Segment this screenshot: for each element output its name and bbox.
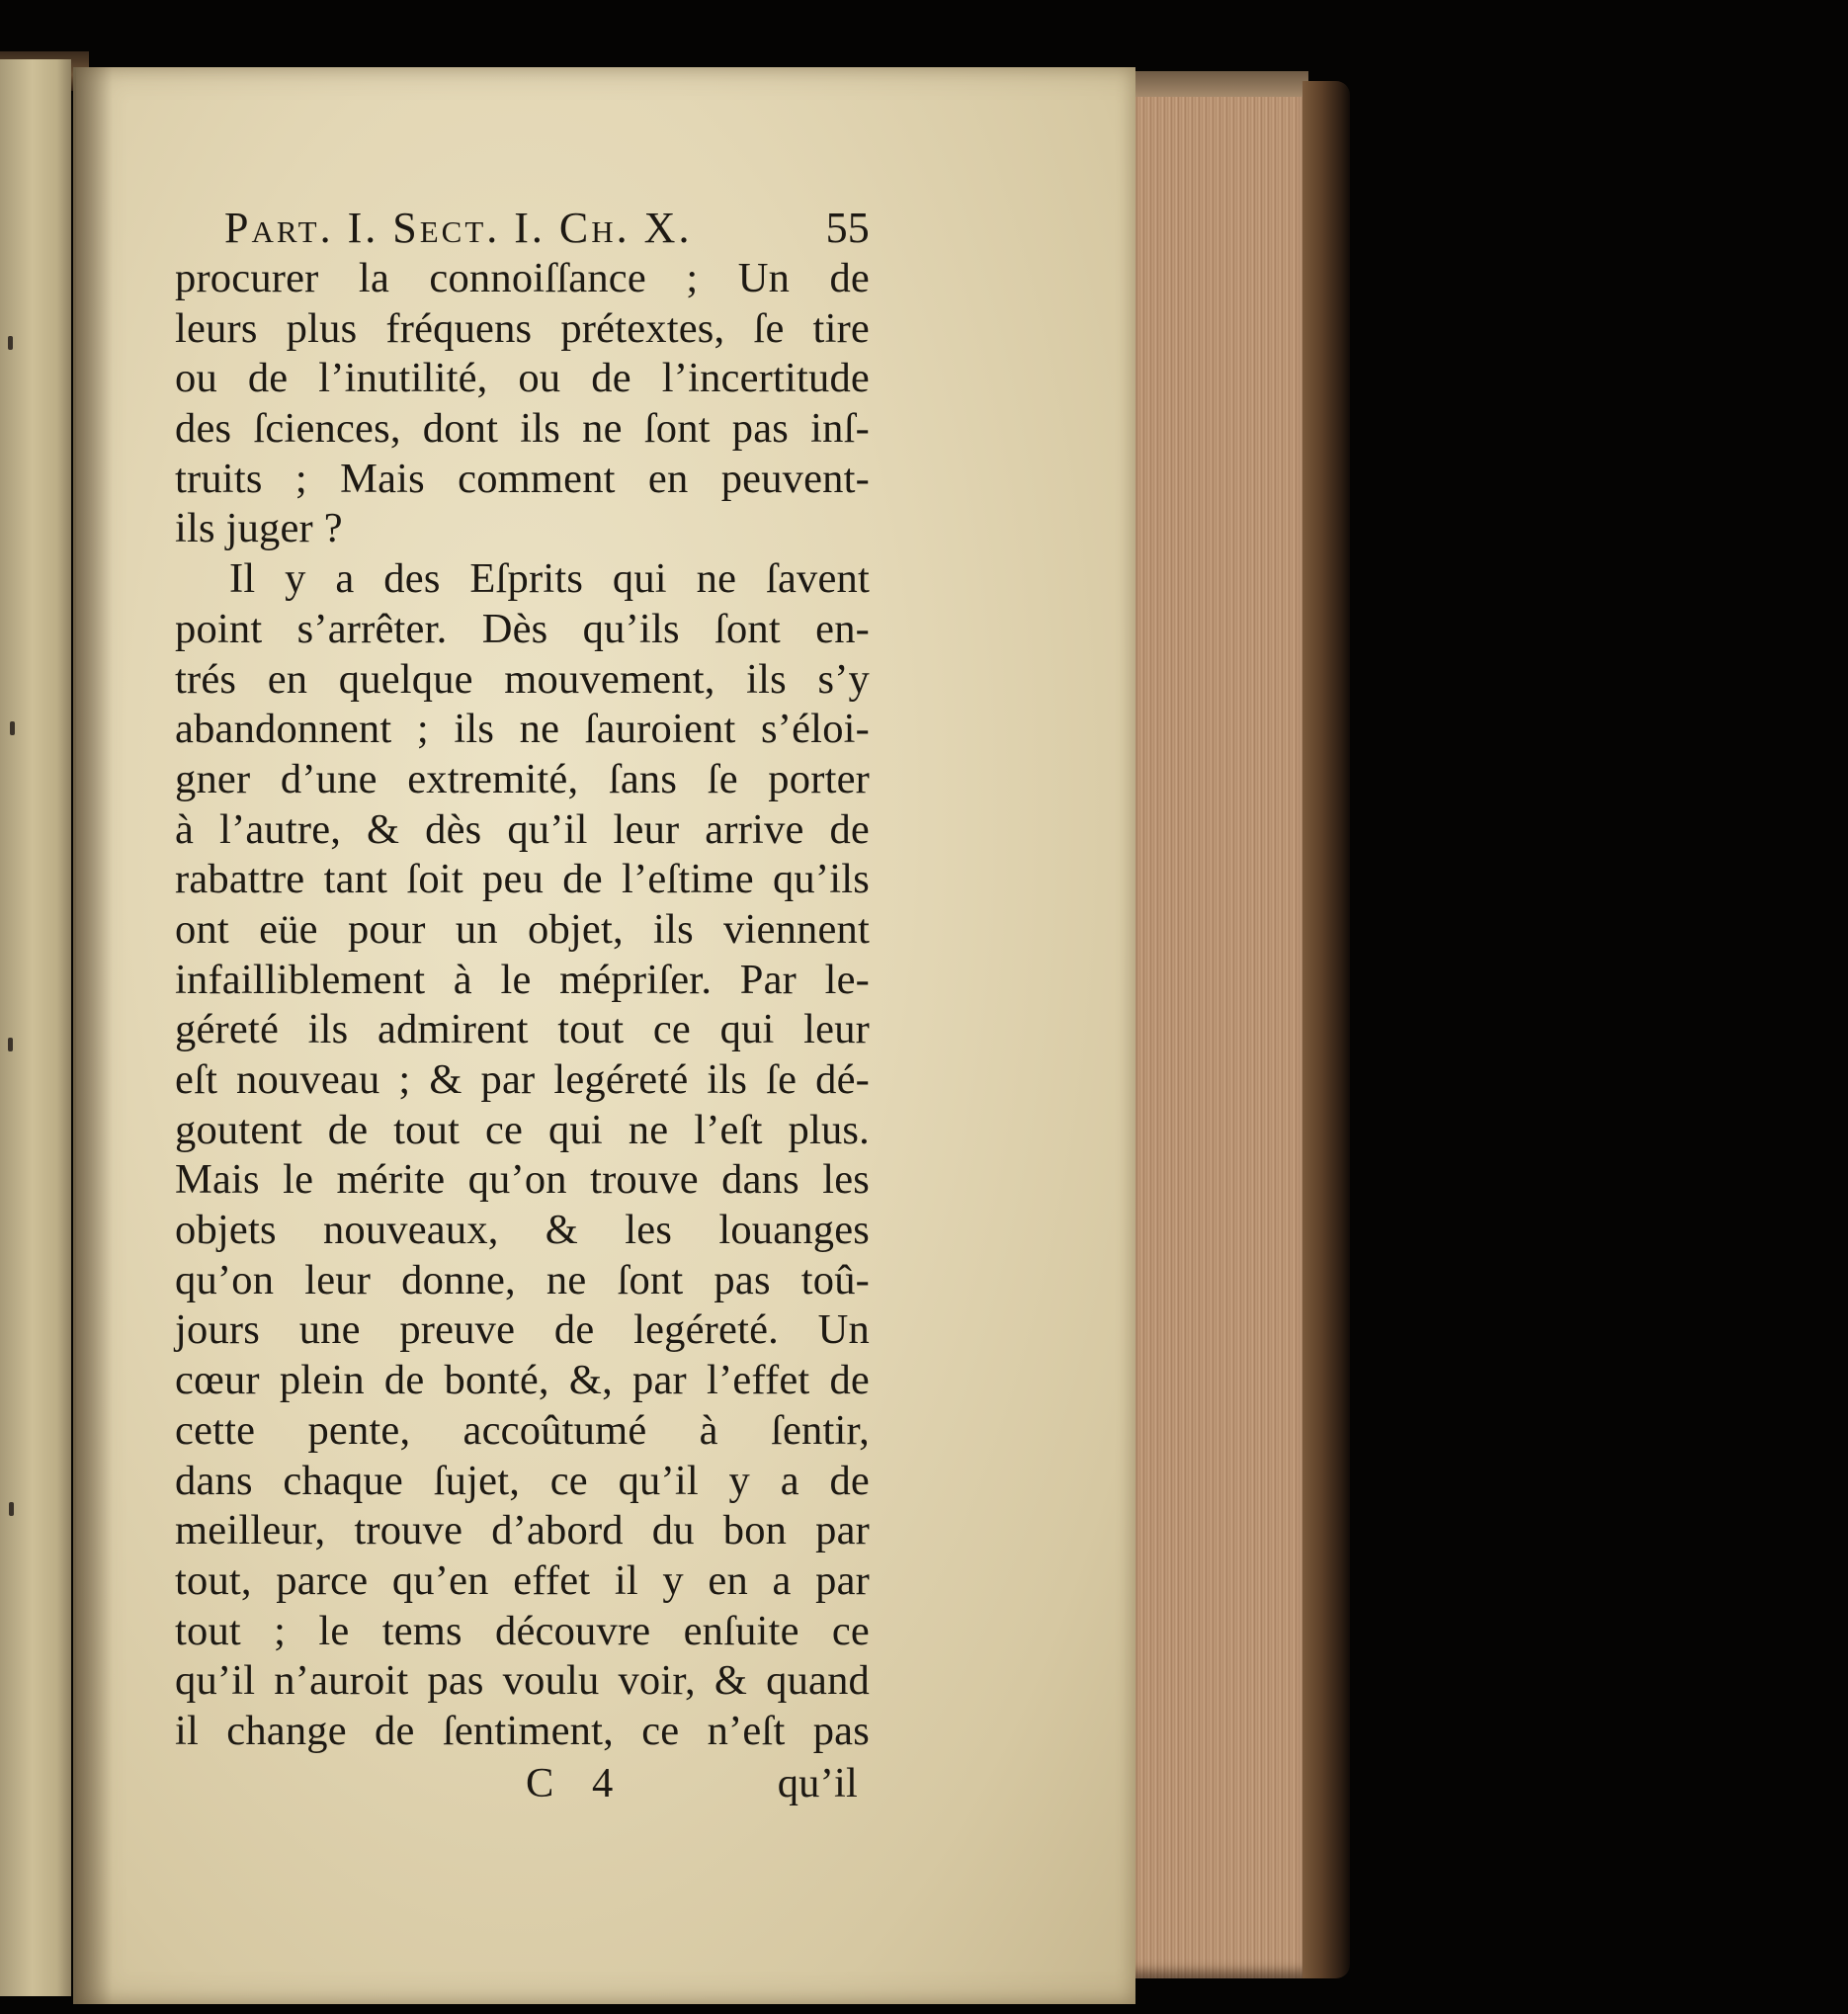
- text-line: tout, parce qu’en effet il y en a par: [175, 1556, 870, 1604]
- text-line: ils juger ?: [175, 505, 343, 552]
- text-line: ou de l’inutilité, ou de l’incertitude: [175, 355, 870, 402]
- text-line: qu’on leur donne, ne ſont pas toû-: [175, 1256, 870, 1303]
- running-title: Part. I. Sect. I. Ch. X.: [224, 204, 693, 252]
- text-line: à l’autre, & dès qu’il leur arrive de: [175, 805, 870, 853]
- running-head: [175, 203, 870, 254]
- text-line: meilleur, trouve d’abord du bon par: [175, 1507, 870, 1554]
- text-line: tout ; le tems découvre enſuite ce: [175, 1607, 870, 1654]
- left-page-text-fragment: [9, 1502, 14, 1516]
- left-page-text-fragment: [8, 336, 13, 350]
- text-line: jours une preuve de legéreté. Un: [175, 1306, 870, 1354]
- text-line: des ſciences, dont ils ne ſont pas inſ-: [175, 405, 870, 453]
- catchword: qu’il: [777, 1759, 858, 1806]
- text-line: ont eüe pour un objet, ils viennent: [175, 905, 870, 953]
- text-line: trés en quelque mouvement, ils s’y: [175, 655, 870, 703]
- page-block-top: [1127, 71, 1308, 97]
- previous-page-margin: [0, 59, 71, 1996]
- text-line: Mais le mérite qu’on trouve dans les: [175, 1156, 870, 1204]
- text-line: cette pente, accoûtumé à ſentir,: [175, 1406, 870, 1454]
- text-line: procurer la connoiſſance ; Un de: [175, 255, 870, 301]
- text-line: Il y a des Eſprits qui ne ſavent: [229, 555, 870, 603]
- text-line: objets nouveaux, & les louanges: [175, 1207, 870, 1254]
- text-line: abandonnent ; ils ne ſauroient s’éloi-: [175, 706, 870, 753]
- leather-binding-edge: [1302, 81, 1350, 1978]
- page-block-fore-edge: [1127, 71, 1308, 1978]
- page-footer: [175, 1759, 870, 1808]
- text-line: cœur plein de bonté, &, par l’effet de: [175, 1357, 870, 1404]
- text-line: géreté ils admirent tout ce qui leur: [175, 1006, 870, 1053]
- text-line: eſt nouveau ; & par legéreté ils ſe dé-: [175, 1056, 870, 1103]
- text-line: rabattre tant ſoit peu de l’eſtime qu’ils: [175, 856, 870, 903]
- text-line: infailliblement à le mépriſer. Par le-: [175, 956, 870, 1003]
- text-line: dans chaque ſujet, ce qu’il y a de: [175, 1457, 870, 1504]
- text-line: qu’il n’auroit pas voulu voir, & quand: [175, 1657, 870, 1705]
- left-page-text-fragment: [10, 721, 15, 735]
- page-text-block: [175, 203, 870, 1808]
- text-line: truits ; Mais comment en peuvent-: [175, 455, 870, 502]
- signature-mark: C 4: [526, 1759, 628, 1806]
- gutter-shadow: [73, 67, 113, 2004]
- text-line: il change de ſentiment, ce n’eſt pas: [175, 1707, 870, 1754]
- page-number: 55: [825, 204, 870, 252]
- text-line: gner d’une extremité, ſans ſe porter: [175, 755, 870, 802]
- left-page-text-fragment: [8, 1038, 13, 1051]
- text-line: leurs plus fréquens prétextes, ſe tire: [175, 304, 870, 352]
- text-line: point s’arrêter. Dès qu’ils ſont en-: [175, 605, 870, 652]
- text-line: goutent de tout ce qui ne l’eſt plus.: [175, 1106, 870, 1153]
